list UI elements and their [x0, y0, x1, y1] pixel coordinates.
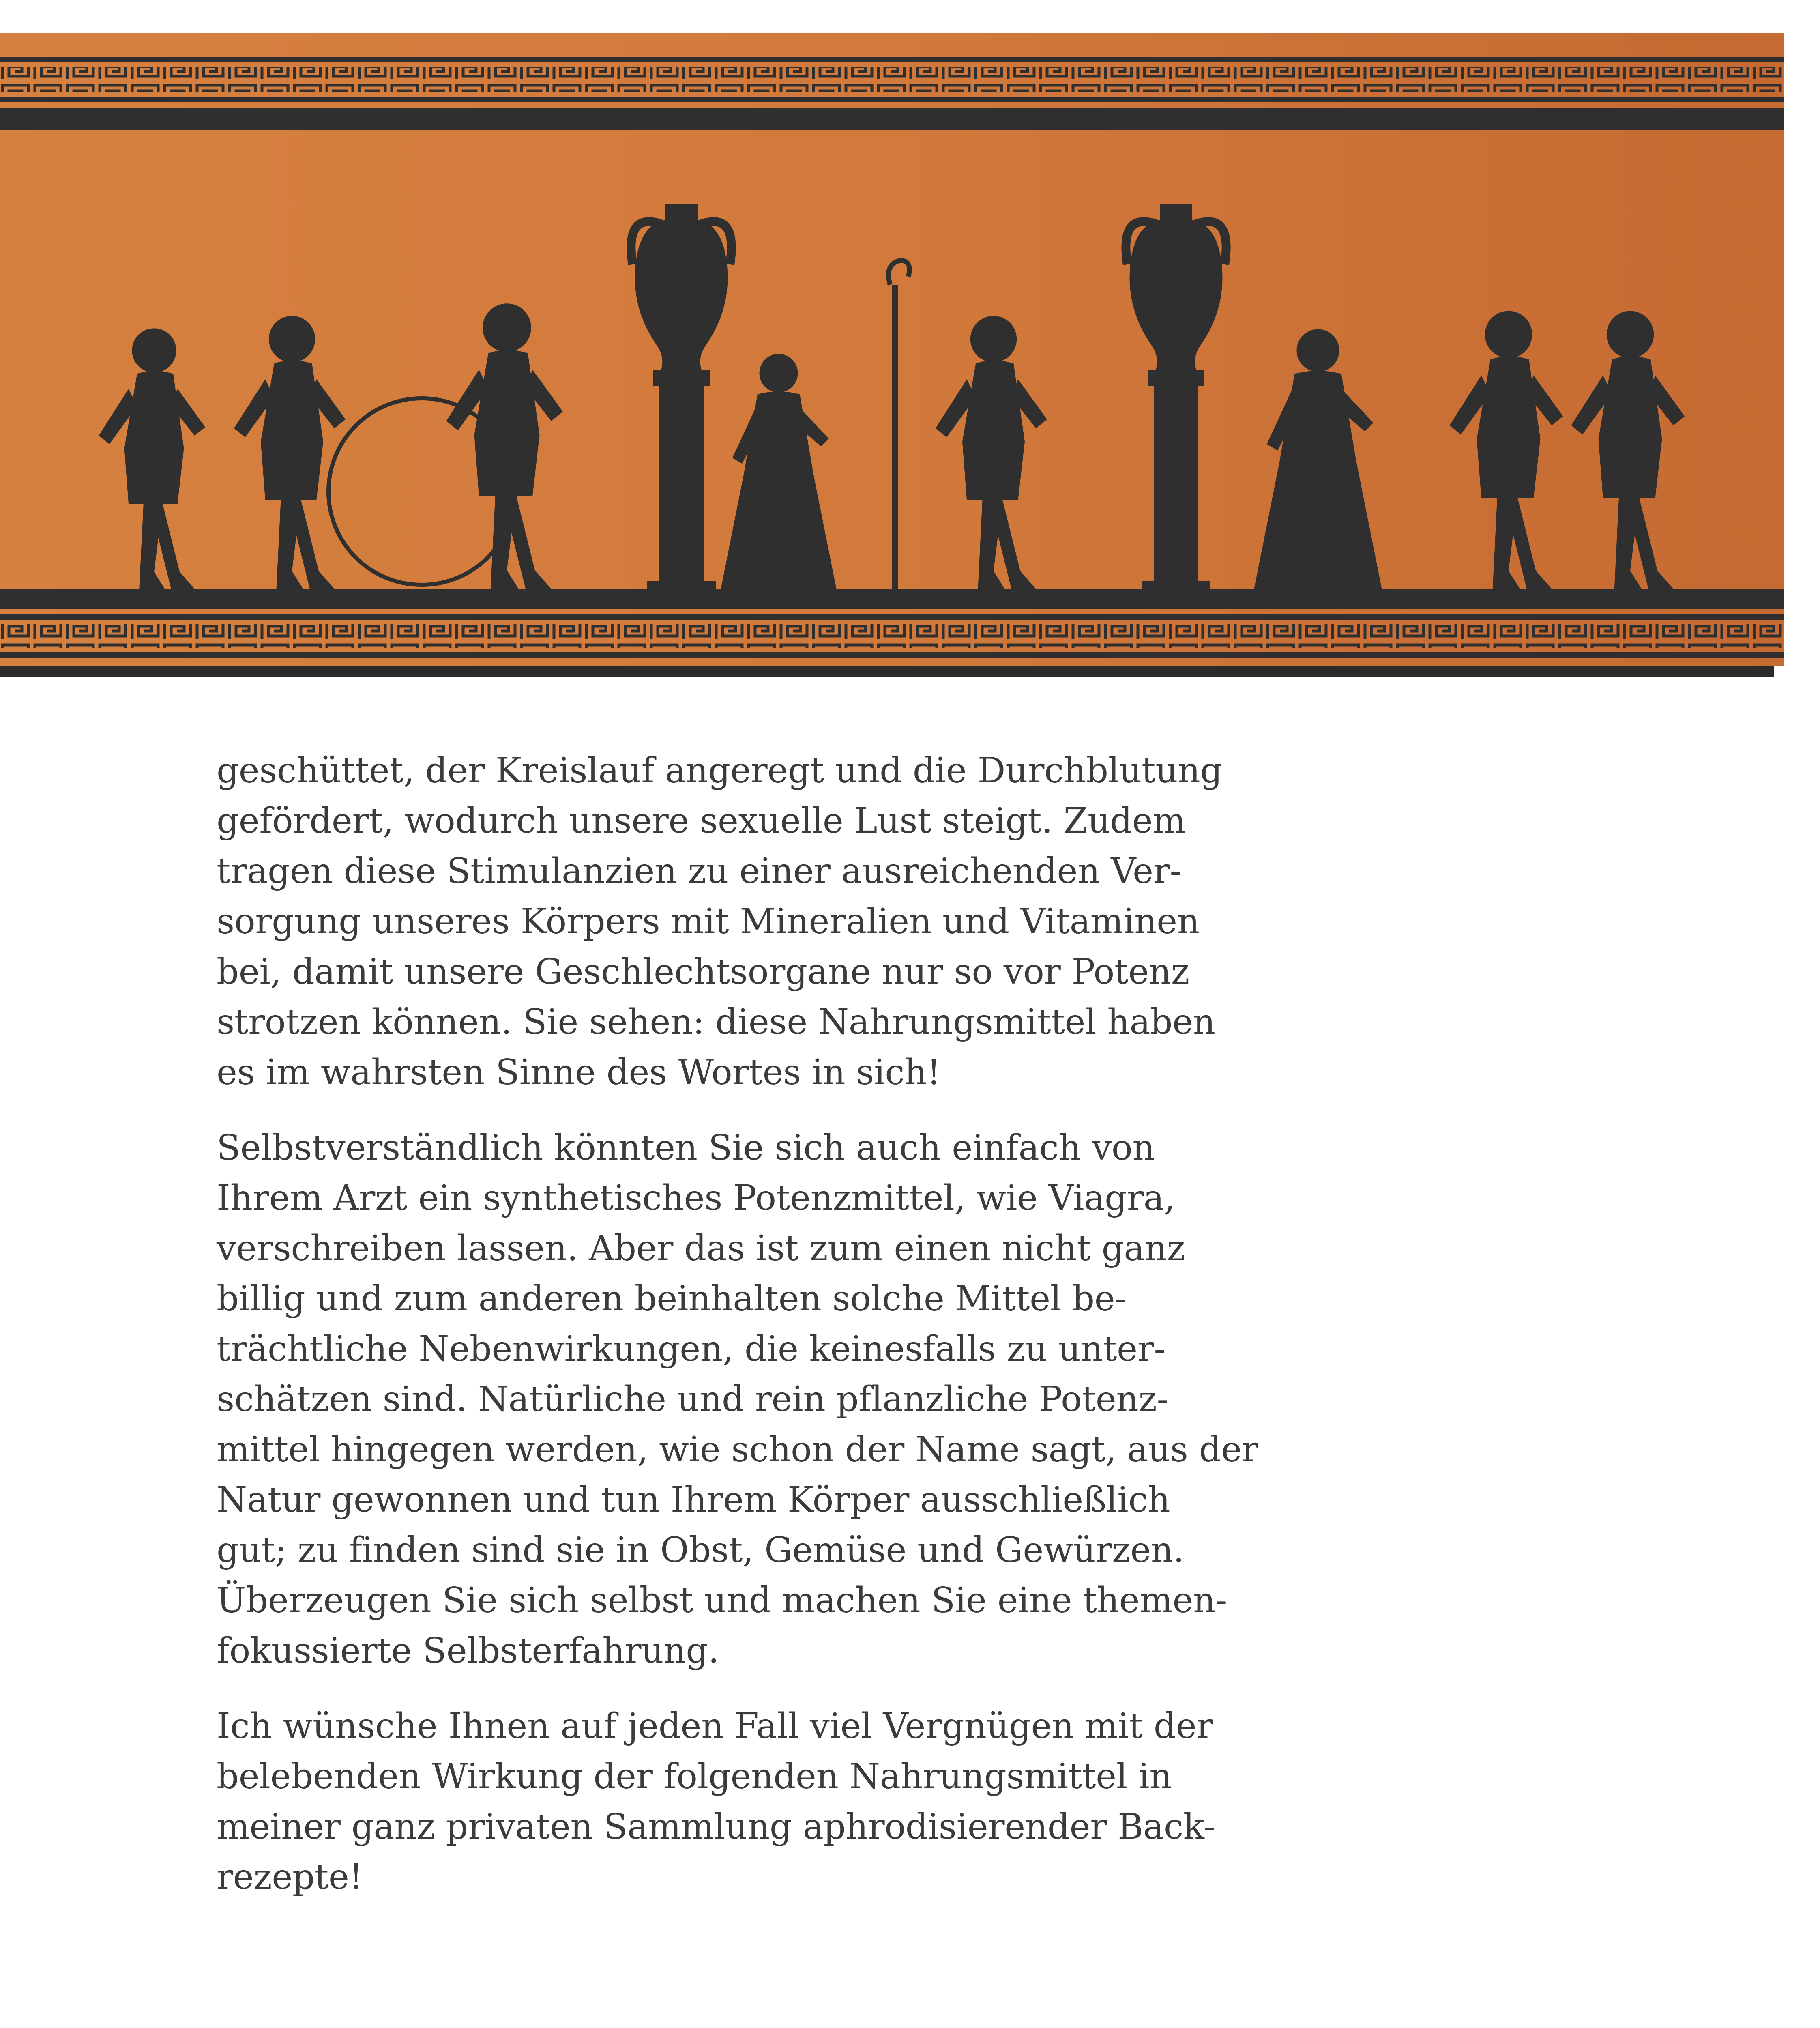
- text-line: Ich wünsche Ihnen auf jeden Fall viel Vergnügen mit der: [217, 1706, 1213, 1747]
- text-line: Überzeugen Sie sich selbst und machen Sie eine themen-: [217, 1580, 1227, 1621]
- text-line: meiner ganz privaten Sammlung aphrodisierender Back-: [217, 1807, 1215, 1847]
- text-line: belebenden Wirkung der folgenden Nahrungsmittel in: [217, 1756, 1172, 1797]
- text-line: gut; zu finden sind sie in Obst, Gemüse und Gewürzen.: [217, 1530, 1184, 1570]
- paragraph-3: [217, 1701, 1215, 1902]
- text-line: tragen diese Stimulanzien zu einer ausreichenden Ver-: [217, 851, 1182, 892]
- text-line: trächtliche Nebenwirkungen, die keinesfalls zu unter-: [217, 1329, 1166, 1369]
- paragraph-2: [217, 1123, 1258, 1676]
- text-line: geschüttet, der Kreislauf angeregt und die Durchblutung: [217, 750, 1223, 791]
- paragraph-1: [217, 745, 1223, 1098]
- text-line: fokussierte Selbsterfahrung.: [217, 1631, 719, 1671]
- text-line: strotzen können. Sie sehen: diese Nahrungsmittel haben: [217, 1002, 1215, 1042]
- frieze-shadow: [0, 666, 1774, 677]
- text-line: schätzen sind. Natürliche und rein pflanzliche Potenz-: [217, 1379, 1169, 1420]
- text-line: Natur gewonnen und tun Ihrem Körper ausschließlich: [217, 1480, 1170, 1520]
- text-line: rezepte!: [217, 1857, 363, 1897]
- text-line: gefördert, wodurch unsere sexuelle Lust steigt. Zudem: [217, 801, 1186, 841]
- text-line: Selbstverständlich könnten Sie sich auch einfach von: [217, 1128, 1155, 1168]
- body-text: [217, 745, 1258, 1927]
- greek-frieze-illustration: [0, 33, 1784, 666]
- text-line: sorgung unseres Körpers mit Mineralien und Vitaminen: [217, 901, 1200, 942]
- text-line: billig und zum anderen beinhalten solche Mittel be-: [217, 1278, 1127, 1319]
- text-line: mittel hingegen werden, wie schon der Name sagt, aus der: [217, 1429, 1258, 1470]
- text-line: bei, damit unsere Geschlechtsorgane nur so vor Potenz: [217, 952, 1189, 992]
- text-line: verschreiben lassen. Aber das ist zum einen nicht ganz: [217, 1228, 1185, 1269]
- text-line: es im wahrsten Sinne des Wortes in sich!: [217, 1052, 941, 1093]
- text-line: Ihrem Arzt ein synthetisches Potenzmittel, wie Viagra,: [217, 1178, 1175, 1218]
